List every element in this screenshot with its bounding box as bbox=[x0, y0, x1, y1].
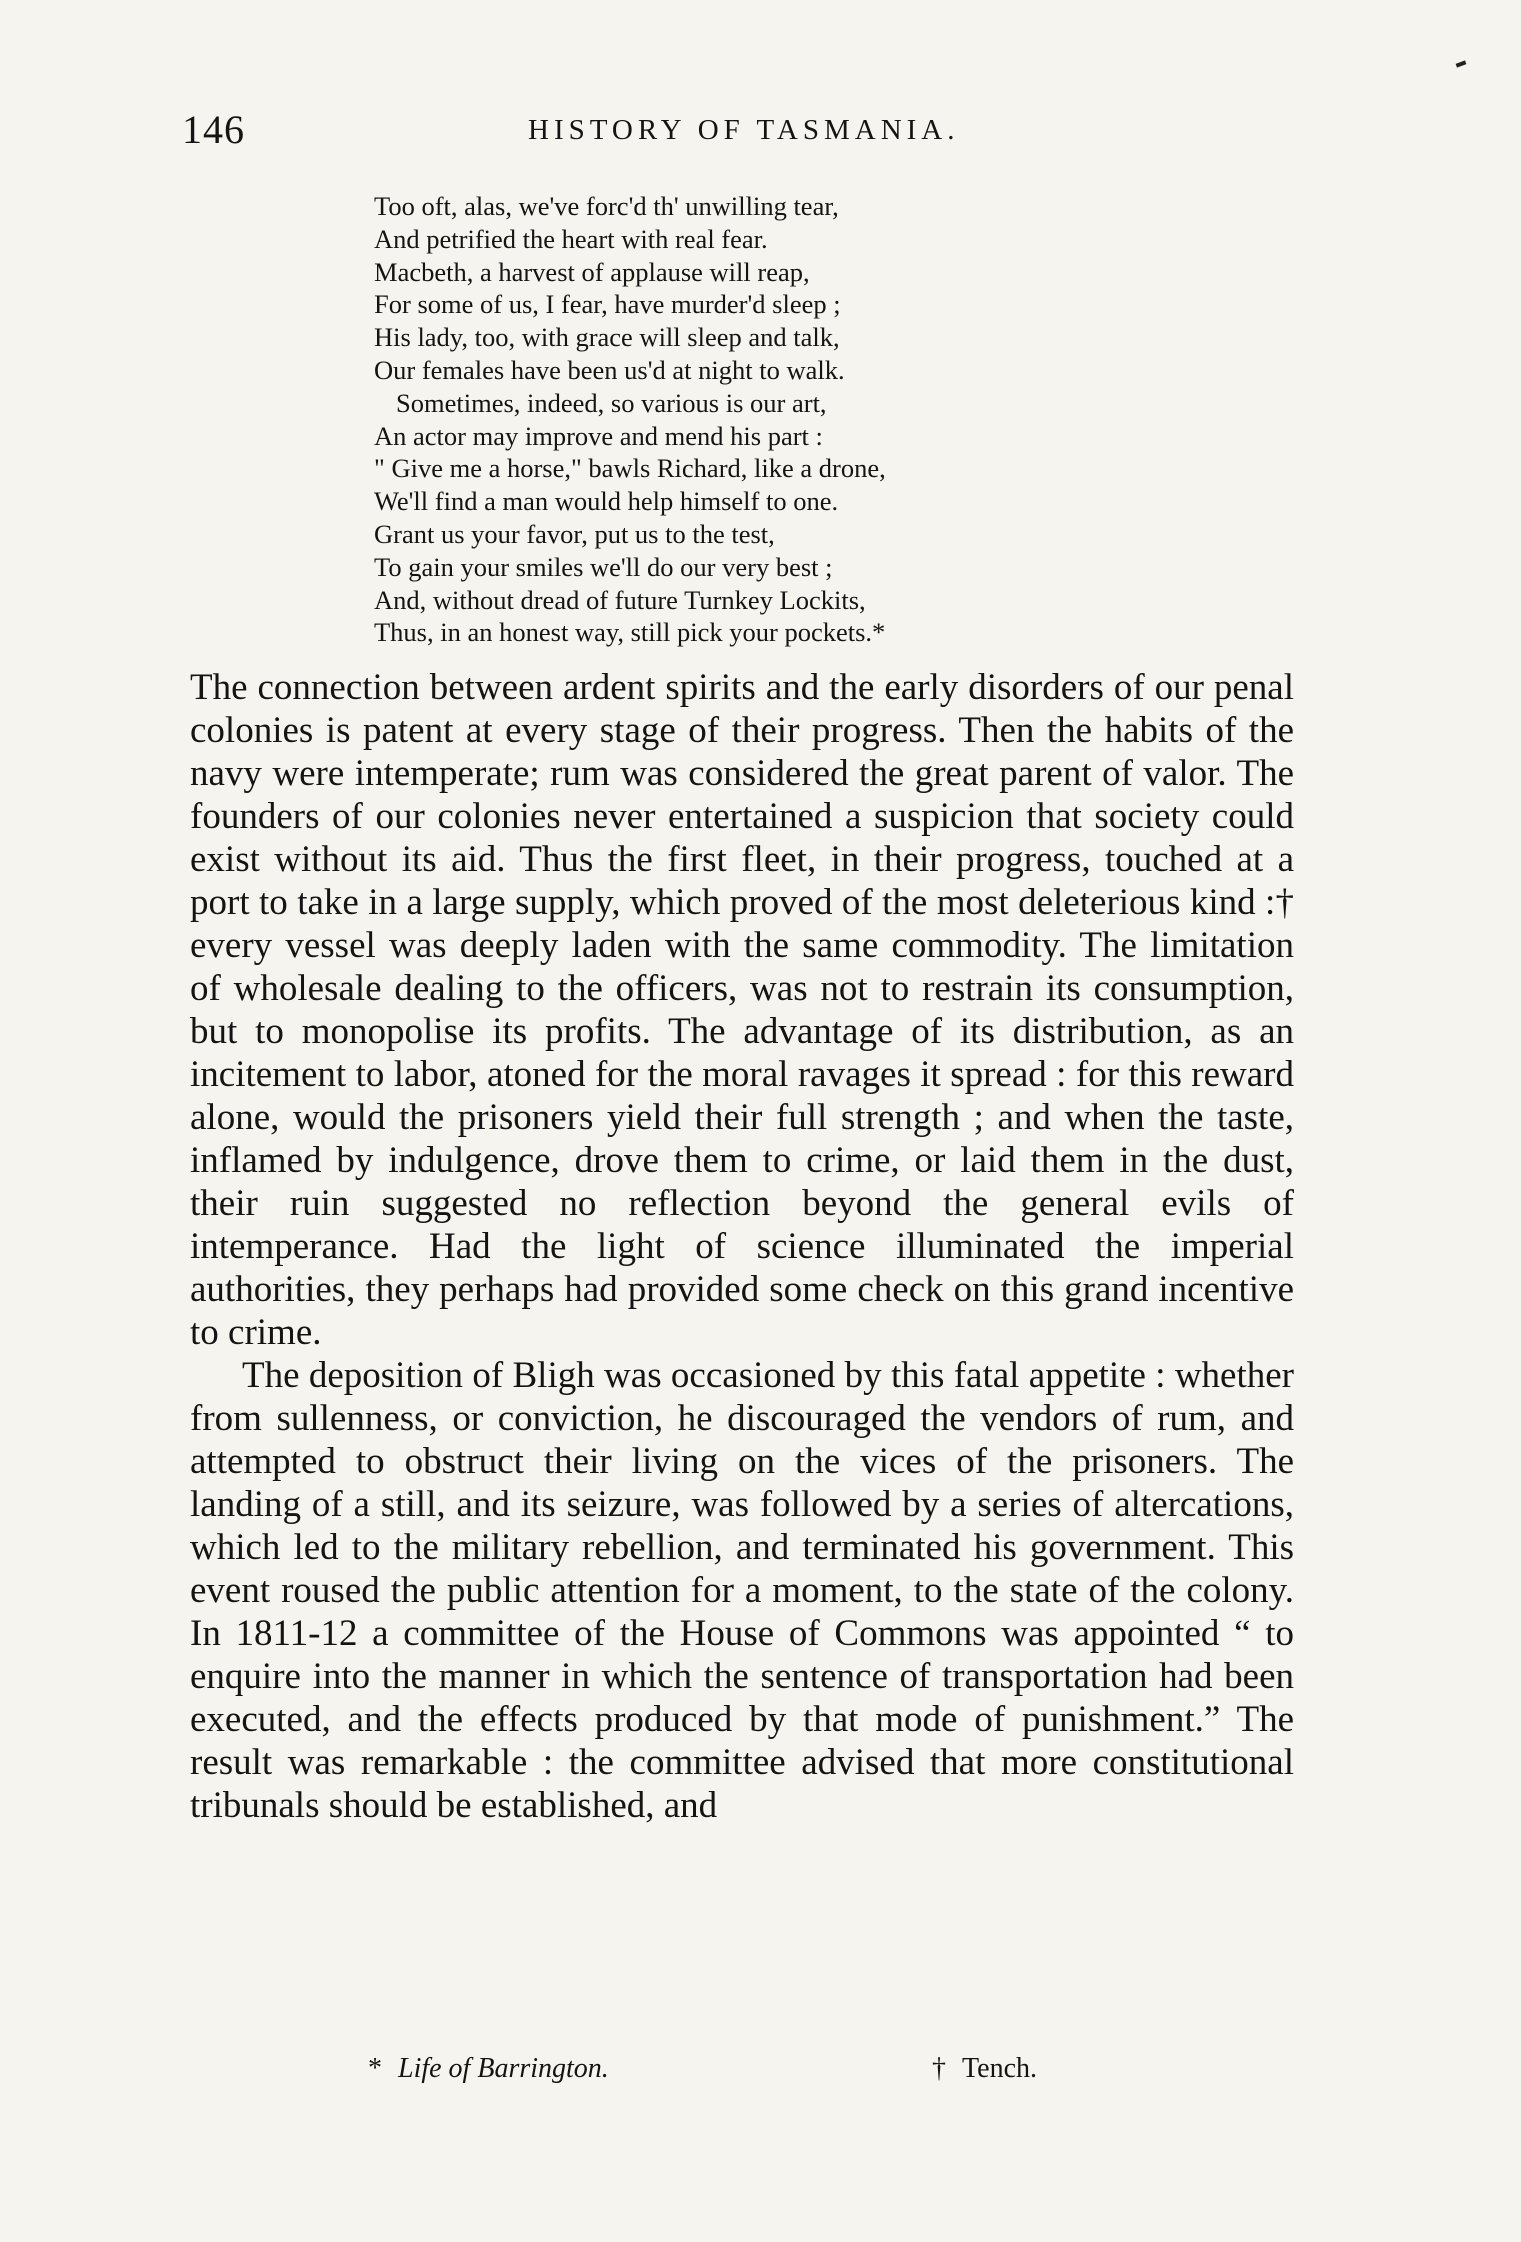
body-text bbox=[190, 666, 1294, 1827]
page-number: 146 bbox=[182, 107, 245, 152]
verse-line: An actor may improve and mend his part : bbox=[374, 420, 823, 451]
verse-line: To gain your smiles we'll do our very best ; bbox=[374, 551, 833, 582]
verse-line: His lady, too, with grace will sleep and talk, bbox=[374, 322, 840, 353]
verse-line: Grant us your favor, put us to the test, bbox=[374, 518, 775, 549]
verse-line: We'll find a man would help himself to one. bbox=[374, 486, 839, 517]
footnote-mark: † bbox=[932, 2053, 946, 2084]
verse-line: Too oft, alas, we've forc'd th' unwilling tear, bbox=[374, 191, 839, 221]
verse-block bbox=[374, 190, 1154, 649]
verse-line: Macbeth, a harvest of applause will reap, bbox=[374, 256, 810, 287]
verse-line: And, without dread of future Turnkey Lockits, bbox=[374, 584, 866, 615]
footnote-mark: * bbox=[368, 2053, 382, 2084]
paragraph: The connection between ardent spirits and the early disorders of our penal colonies is patent at every stage of their progress. Then the habits of the navy were intemperate; rum was considered the great parent of valor. The founders of our colonies never entertained a suspicion that society could exist without its aid. Thus the first fleet, in their progress, touched at a port to take in a large supply, which proved of the most deleterious kind :† every vessel was deeply laden with the same commodity. The limitation of wholesale dealing to the officers, was not to restrain its consumption, but to monopolise its profits. The advantage of its distribution, as an incitement to labor, atoned for the moral ravages it spread : for this reward alone, would the prisoners yield their full strength ; and when the taste, inflamed by indulgence, drove them to crime, or laid them in the dust, their ruin suggested no reflection beyond the general evils of intemperance. Had the light of science illuminated the imperial authorities, they perhaps had provided some check on this grand incentive to crime. bbox=[190, 667, 1294, 1353]
verse-line: Sometimes, indeed, so various is our art, bbox=[396, 387, 827, 418]
footnote bbox=[932, 2053, 1037, 2085]
ink-speck bbox=[1456, 60, 1467, 67]
footnote-text: Tench. bbox=[962, 2053, 1038, 2084]
verse-line: For some of us, I fear, have murder'd sleep ; bbox=[374, 289, 841, 320]
verse-line: " Give me a horse," bawls Richard, like a drone, bbox=[374, 453, 886, 484]
running-head: HISTORY OF TASMANIA. bbox=[528, 114, 960, 146]
verse-line: Thus, in an honest way, still pick your pockets.* bbox=[374, 617, 886, 648]
verse-line: And petrified the heart with real fear. bbox=[374, 223, 768, 254]
footnote-text: Life of Barrington. bbox=[398, 2053, 609, 2084]
footnote bbox=[368, 2053, 609, 2085]
paragraph: The deposition of Bligh was occasioned by this fatal appetite : whether from sullenness, or conviction, he discouraged the vendors of rum, and attempted to obstruct their living on the vices of the prisoners. The landing of a still, and its seizure, was followed by a series of altercations, which led to the military rebellion, and terminated his government. This event roused the public attention for a moment, to the state of the colony. In 1811-12 a committee of the House of Commons was appointed “ to enquire into the manner in which the sentence of transportation had been executed, and the effects produced by that mode of punishment.” The result was remarkable : the committee advised that more constitutional tribunals should be established, and bbox=[190, 1355, 1294, 1826]
verse-line: Our females have been us'd at night to walk. bbox=[374, 354, 845, 385]
